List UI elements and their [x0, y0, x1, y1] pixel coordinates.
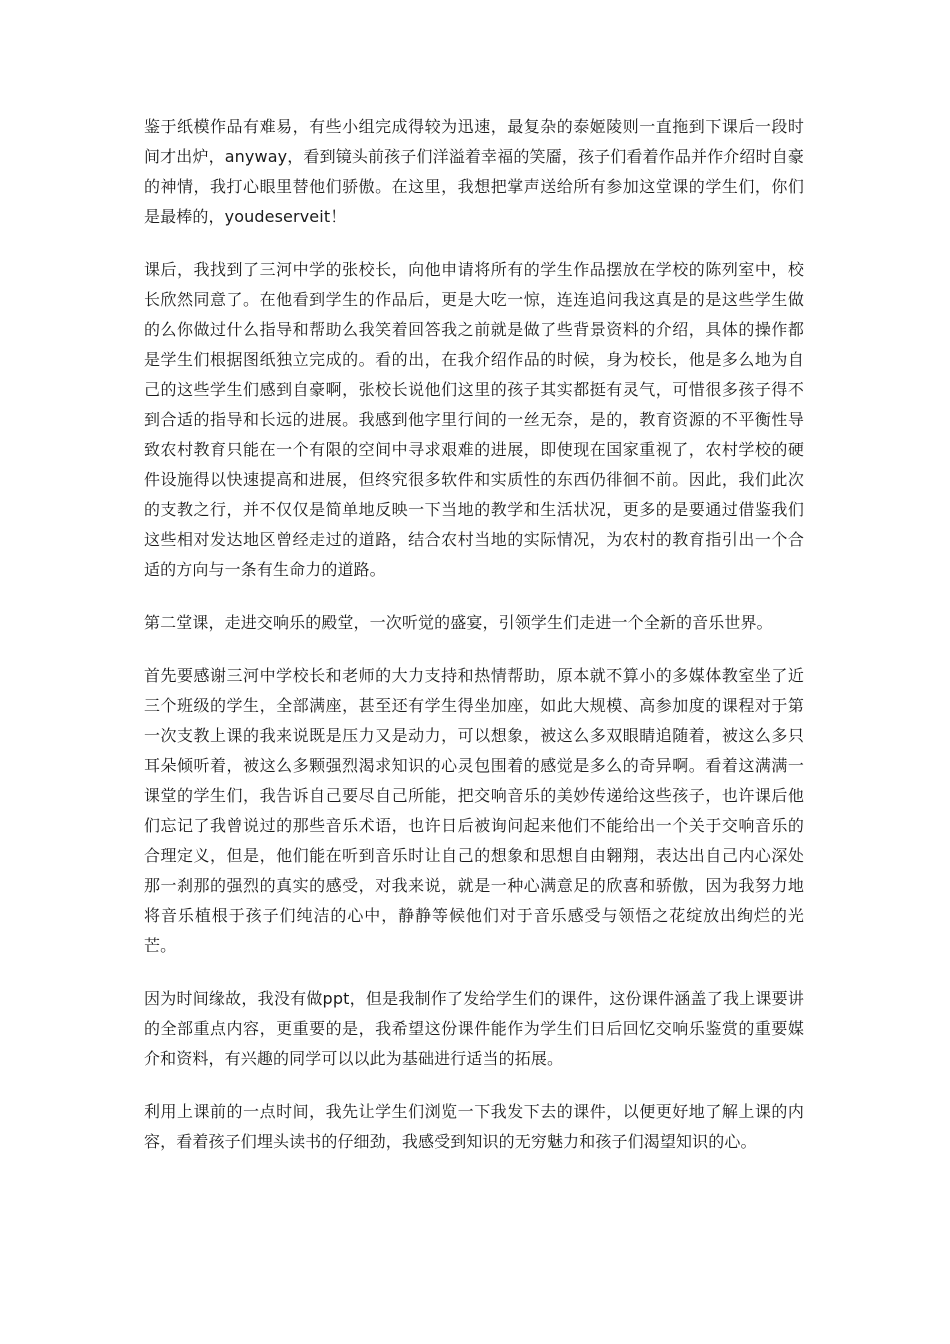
paragraph-before-class: 利用上课前的一点时间，我先让学生们浏览一下我发下去的课件，以便更好地了解上课的内容，看着孩子们埋头读书的仔细劲，我感受到知识的无穷魅力和孩子们渴望知识的心。	[144, 1102, 804, 1151]
document-body	[144, 112, 804, 1180]
paragraph-paper-model-works: 鉴于纸模作品有难易，有些小组完成得较为迅速，最复杂的泰姬陵则一直拖到下课后一段时间才出炉，anyway，看到镜头前孩子们洋溢着幸福的笑靥，孩子们看着作品并作介绍时自豪的神情，我打心眼里替他们骄傲。在这里，我想把掌声送给所有参加这堂课的学生们，你们是最棒的，youdeserveit！	[144, 117, 804, 226]
paragraph-second-lesson: 第二堂课，走进交响乐的殿堂，一次听觉的盛宴，引领学生们走进一个全新的音乐世界。	[144, 613, 773, 632]
paragraph-acknowledgement: 首先要感谢三河中学校长和老师的大力支持和热情帮助，原本就不算小的多媒体教室坐了近三个班级的学生，全部满座，甚至还有学生得坐加座，如此大规模、高参加度的课程对于第一次支教上课的我来说既是压力又是动力，可以想象，被这么多双眼睛追随着，被这么多只耳朵倾听着，被这么多颗强烈渴求知识的心灵包围着的感觉是多么的奇异啊。看着这满满一课堂的学生们，我告诉自己要尽自己所能，把交响音乐的美妙传递给这些孩子，也许课后他们忘记了我曾说过的那些音乐术语，也许日后被询问起来他们不能给出一个关于交响音乐的合理定义，但是，他们能在听到音乐时让自己的想象和思想自由翱翔，表达出自己内心深处那一刹那的强烈的真实的感受，对我来说，就是一种心满意足的欣喜和骄傲，因为我努力地将音乐植根于孩子们纯洁的心中，静静等候他们对于音乐感受与领悟之花绽放出绚烂的光芒。	[144, 666, 804, 955]
paragraph-principal-meeting: 课后，我找到了三河中学的张校长，向他申请将所有的学生作品摆放在学校的陈列室中，校长欣然同意了。在他看到学生的作品后，更是大吃一惊，连连追问我这真是的是这些学生做的么你做过什么指导和帮助么我笑着回答我之前就是做了些背景资料的介绍，具体的操作都是学生们根据图纸独立完成的。看的出，在我介绍作品的时候，身为校长，他是多么地为自己的这些学生们感到自豪啊，张校长说他们这里的孩子其实都挺有灵气，可惜很多孩子得不到合适的指导和长远的进展。我感到他字里行间的一丝无奈，是的，教育资源的不平衡性导致农村教育只能在一个有限的空间中寻求艰难的进展，即使现在国家重视了，农村学校的硬件设施得以快速提高和进展，但终究很多软件和实质性的东西仍徘徊不前。因此，我们此次的支教之行，并不仅仅是简单地反映一下当地的教学和生活状况，更多的是要通过借鉴我们这些相对发达地区曾经走过的道路，结合农村当地的实际情况，为农村的教育指引出一个合适的方向与一条有生命力的道路。	[144, 260, 804, 579]
paragraph-courseware: 因为时间缘故，我没有做ppt，但是我制作了发给学生们的课件，这份课件涵盖了我上课要讲的全部重点内容，更重要的是，我希望这份课件能作为学生们日后回忆交响乐鉴赏的重要媒介和资料，有兴趣的同学可以以此为基础进行适当的拓展。	[144, 989, 804, 1068]
